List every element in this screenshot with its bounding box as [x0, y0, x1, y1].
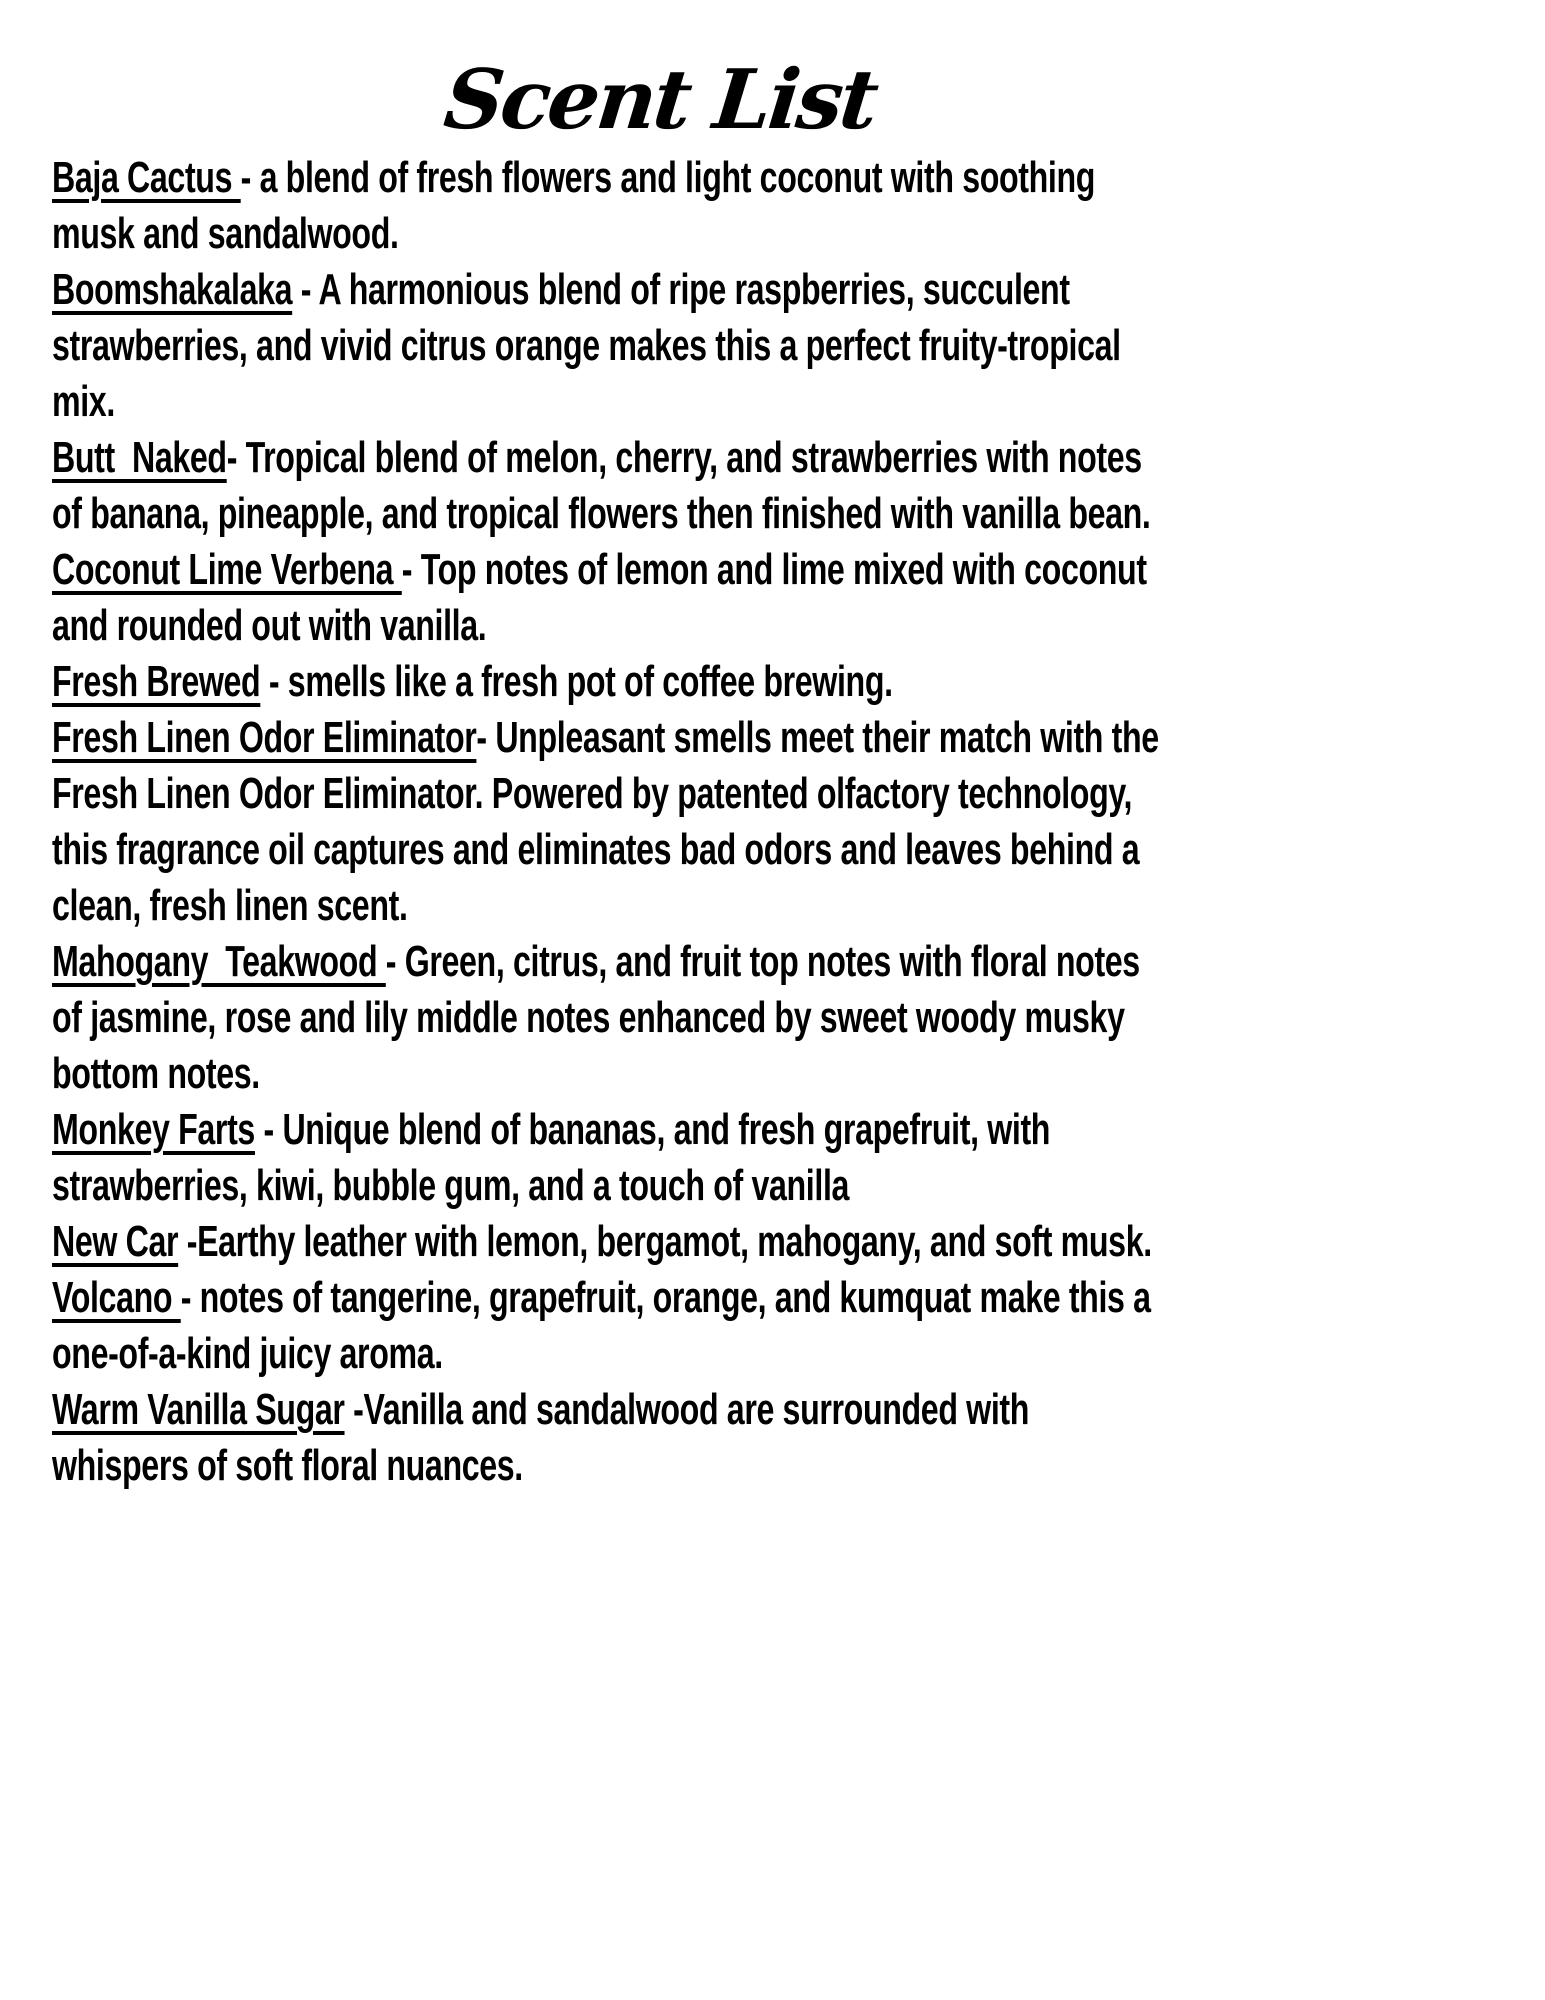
scent-description: -Earthy leather with lemon, bergamot, mahogany, and soft musk.: [178, 1217, 1152, 1266]
scent-description: - notes of tangerine, grapefruit, orange, and kumquat make this a one-of-a-kind juicy aroma.: [52, 1273, 1151, 1378]
scent-description: - Green, citrus, and fruit top notes with floral notes of jasmine, rose and lily middle notes enhanced by sweet woody musky bottom notes.: [52, 937, 1140, 1098]
scent-description: - Tropical blend of melon, cherry, and strawberries with notes of banana, pineapple, and tropical flowers then finished with vanilla bean.: [52, 433, 1151, 538]
scent-name: Volcano: [52, 1273, 181, 1322]
scent-name: Mahogany Teakwood: [52, 937, 386, 986]
scent-entry: [52, 654, 1170, 710]
scent-entry: [52, 542, 1170, 654]
scent-entry: [52, 1382, 1170, 1494]
scent-description: - smells like a fresh pot of coffee brewing.: [260, 657, 893, 706]
scent-description: -Vanilla and sandalwood are surrounded with whispers of soft floral nuances.: [52, 1385, 1030, 1490]
scent-list: [52, 150, 1170, 1494]
scent-name: Monkey Farts: [52, 1105, 255, 1154]
scent-name: Baja Cactus: [52, 153, 241, 202]
scent-entry: [52, 150, 1170, 262]
page-title: Scent List: [439, 52, 881, 148]
scent-description: - a blend of fresh flowers and light coconut with soothing musk and sandalwood.: [52, 153, 1096, 258]
scent-description: - Top notes of lemon and lime mixed with coconut and rounded out with vanilla.: [52, 545, 1147, 650]
scent-description: - Unique blend of bananas, and fresh grapefruit, with strawberries, kiwi, bubble gum, and a touch of vanilla: [52, 1105, 1051, 1210]
scent-description: - A harmonious blend of ripe raspberries, succulent strawberries, and vivid citrus orange makes this a perfect fruity-tropical mix.: [52, 265, 1121, 426]
scent-entry: [52, 1214, 1170, 1270]
scent-description: - Unpleasant smells meet their match with the Fresh Linen Odor Eliminator. Powered by patented olfactory technology, this fragrance oil captures and eliminates bad odors and leaves behind a clean, fresh linen scent.: [52, 713, 1159, 930]
scent-name: New Car: [52, 1217, 179, 1266]
scent-name: Fresh Linen Odor Eliminator: [52, 713, 477, 762]
scent-entry: [52, 1102, 1170, 1214]
scent-entry: [52, 430, 1170, 542]
scent-name: Fresh Brewed: [52, 657, 261, 706]
scent-entry: [52, 262, 1170, 430]
scent-name: Boomshakalaka: [52, 265, 293, 314]
scent-entry: [52, 1270, 1170, 1382]
scent-entry: [52, 934, 1170, 1102]
scent-entry: [52, 710, 1170, 934]
scent-name: Butt Naked: [52, 433, 227, 482]
scent-name: Warm Vanilla Sugar: [52, 1385, 345, 1434]
scent-name: Coconut Lime Verbena: [52, 545, 402, 594]
